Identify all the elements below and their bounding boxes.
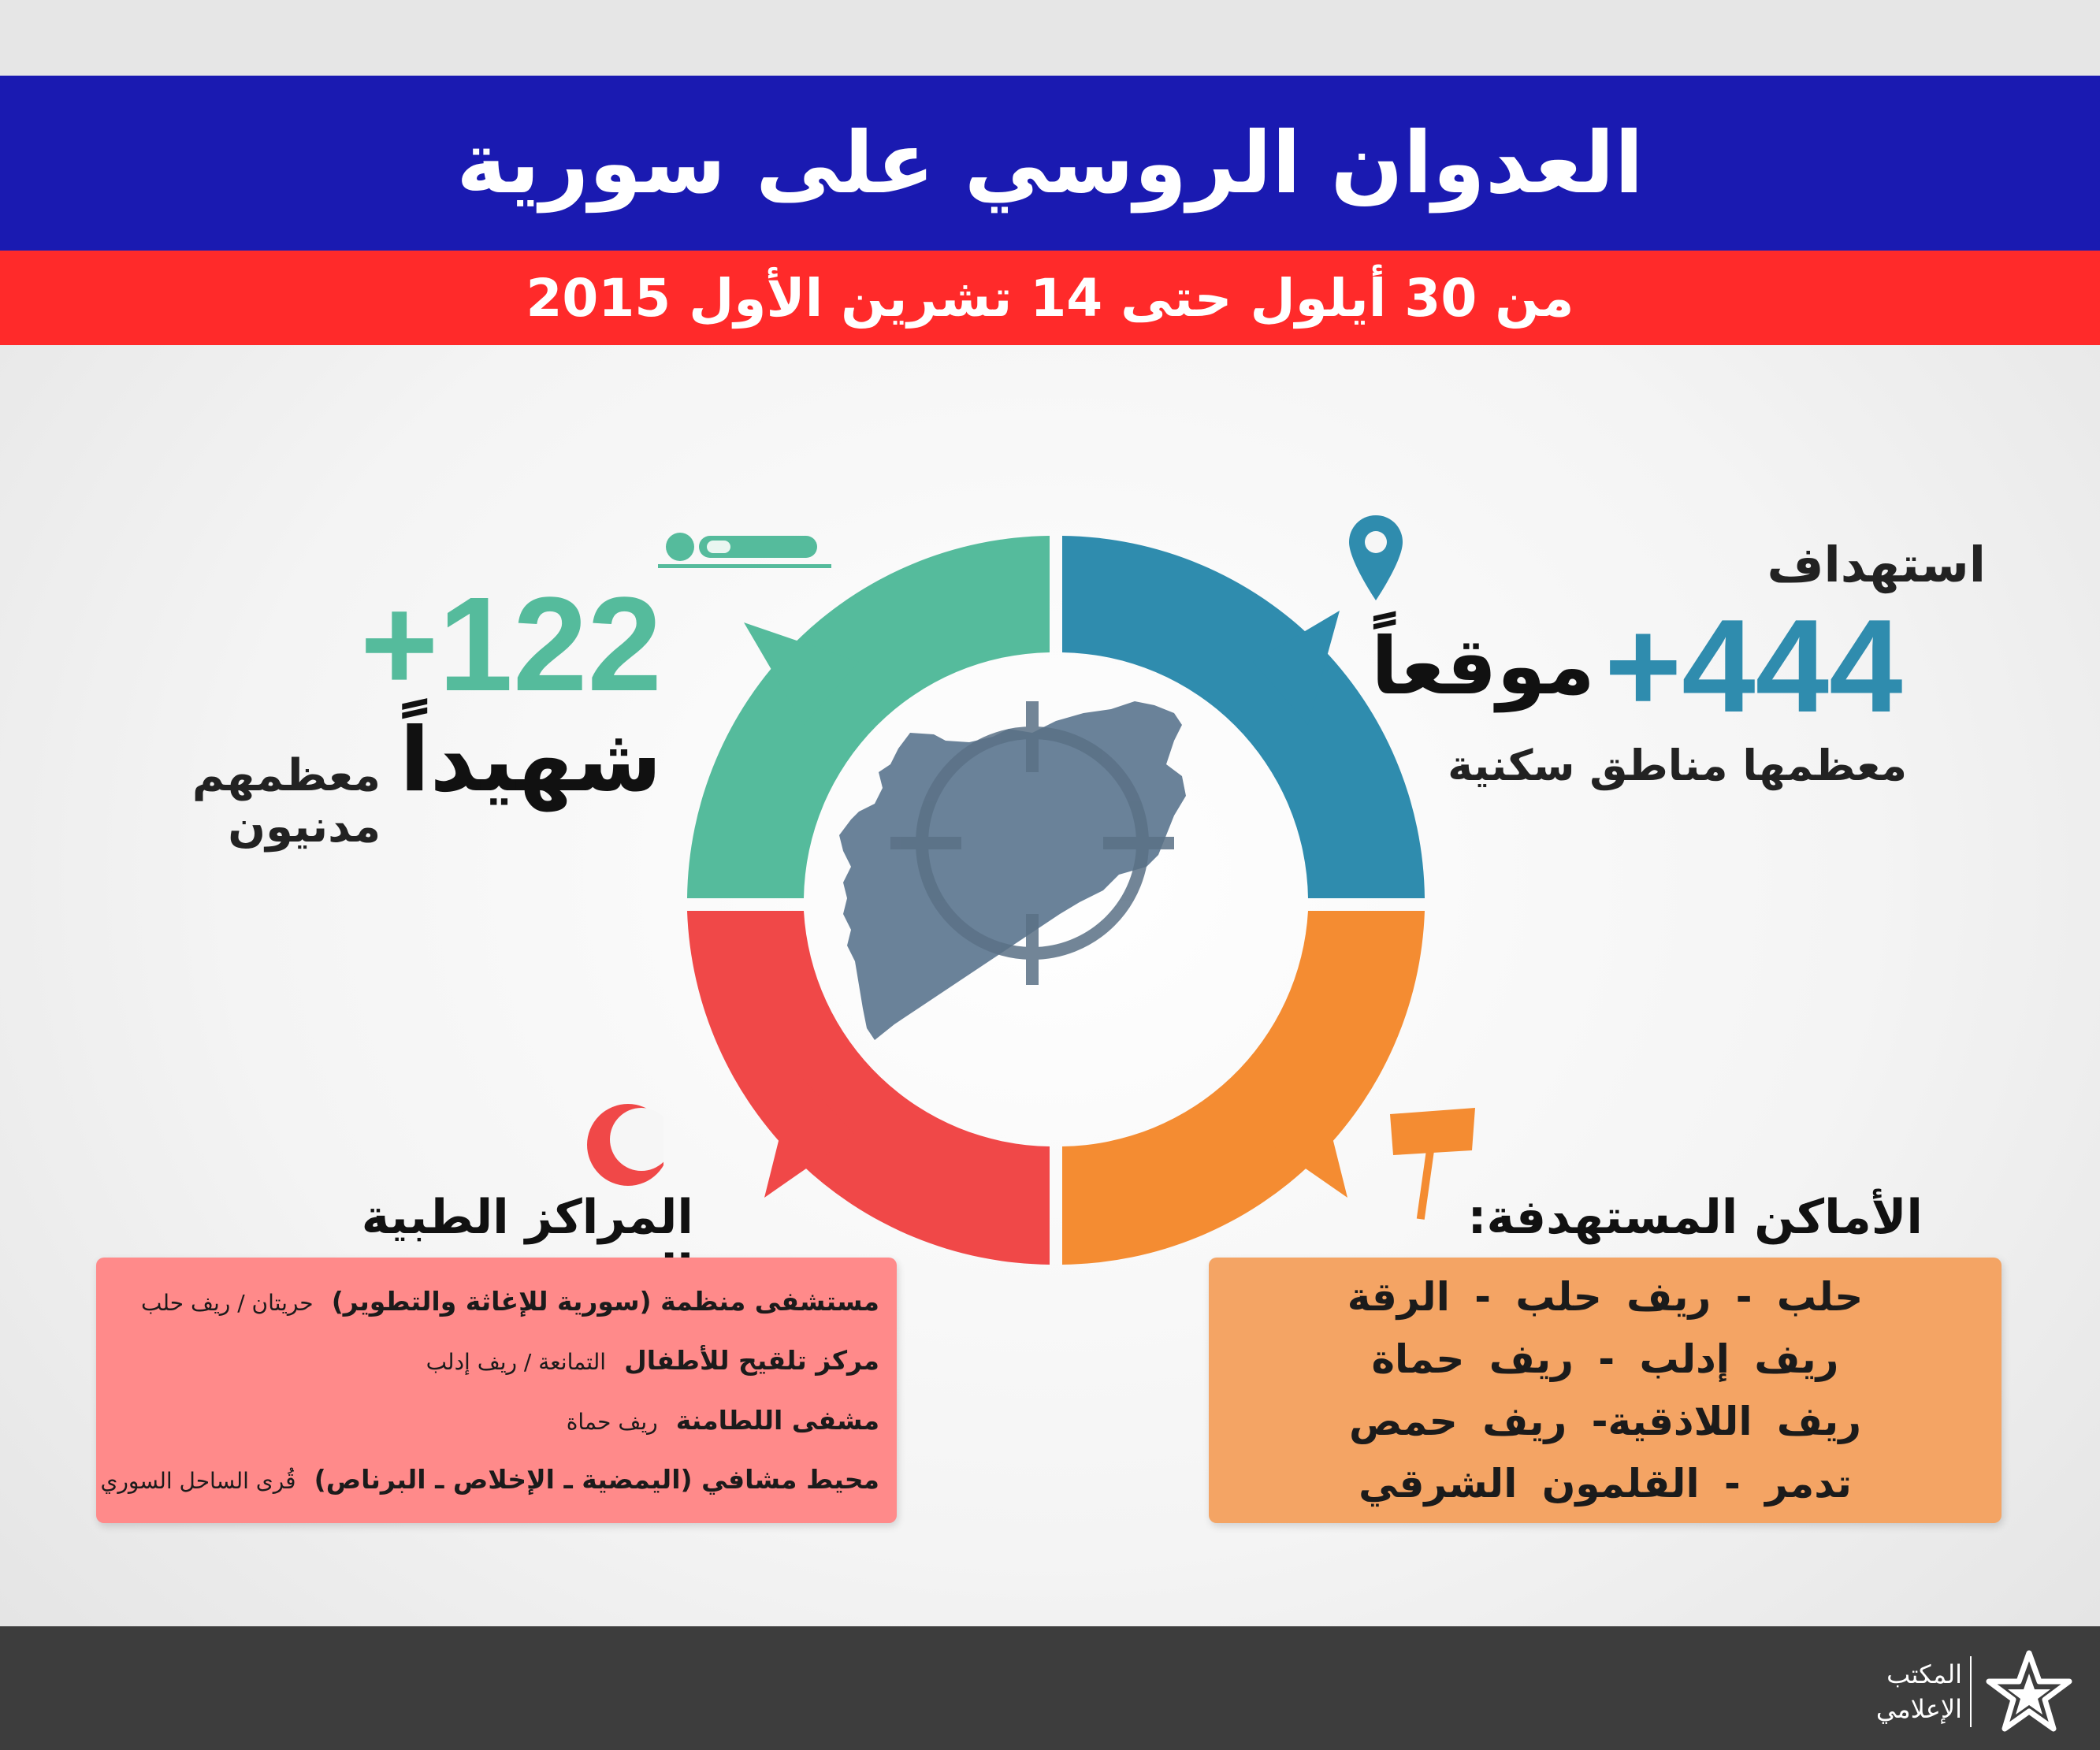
martyrs-row (32, 709, 662, 853)
date-band (0, 251, 2100, 345)
medical-box (96, 1258, 897, 1523)
places-box (1209, 1258, 2002, 1523)
medical-heading: المراكز الطبية (361, 1190, 693, 1245)
place-line: ريف اللاذقية- ريف حمص (1349, 1399, 1861, 1444)
medical-item-name: مستشفى منظمة (سورية للإغاثة والتطوير) (331, 1286, 879, 1317)
medical-item (113, 1405, 879, 1436)
top-strip (0, 0, 2100, 76)
medical-item-name: محيط مشافي (اليمضية ـ الإخلاص ـ البرناص) (314, 1463, 879, 1495)
martyrs-unit: شهيداً (400, 709, 662, 812)
ring-segment-orange (1062, 911, 1425, 1265)
medical-item-name: مشفى اللطامنة (675, 1404, 879, 1436)
sites-count-row (1371, 591, 1986, 740)
martyrs-subtitle: معظمهم مدنيون (191, 750, 381, 853)
medical-item-location: حريتان / ريف حلب (141, 1290, 314, 1317)
medical-item-name: مركز تلقيح للأطفال (624, 1345, 879, 1377)
medical-item (113, 1286, 879, 1317)
medical-item (100, 1463, 879, 1495)
footer-brand-line2: الإعلامي (1875, 1694, 1962, 1724)
date-range: من 30 أيلول حتى 14 تشرين الأول 2015 (526, 267, 1574, 329)
place-line: تدمر - القلمون الشرقي (1358, 1461, 1852, 1507)
sites-count: +444 (1604, 591, 1903, 740)
center-ring-graphic (662, 504, 1450, 1276)
places-heading: الأماكن المستهدفة: (1467, 1190, 1923, 1245)
footer-brand-line1: المكتب (1886, 1659, 1962, 1689)
star-logo-icon (1986, 1650, 2072, 1737)
medical-item (113, 1345, 879, 1376)
sites-lead-label: استهداف (1767, 536, 1986, 593)
map-pin-icon (1344, 512, 1407, 607)
red-crescent-icon (585, 1102, 663, 1188)
footer-separator (1970, 1656, 1972, 1727)
sites-subtitle: معظمها مناطق سكنية (1448, 741, 1907, 790)
sites-unit: موقعاً (1371, 619, 1596, 712)
footer-bar (0, 1626, 2100, 1750)
lying-person-icon (658, 529, 831, 569)
medical-item-location: التمانعة / ريف إدلب (426, 1349, 607, 1376)
place-line: حلب - ريف حلب - الرقة (1347, 1274, 1864, 1320)
place-line: ريف إدلب - ريف حماة (1371, 1336, 1839, 1382)
medical-item-location: ريف حماة (566, 1408, 658, 1435)
title-band (0, 76, 2100, 251)
martyrs-count: +122 (360, 570, 662, 719)
page-title: العدوان الروسي على سورية (456, 113, 1644, 213)
medical-item-location: قُرى الساحل السوري (100, 1467, 296, 1494)
